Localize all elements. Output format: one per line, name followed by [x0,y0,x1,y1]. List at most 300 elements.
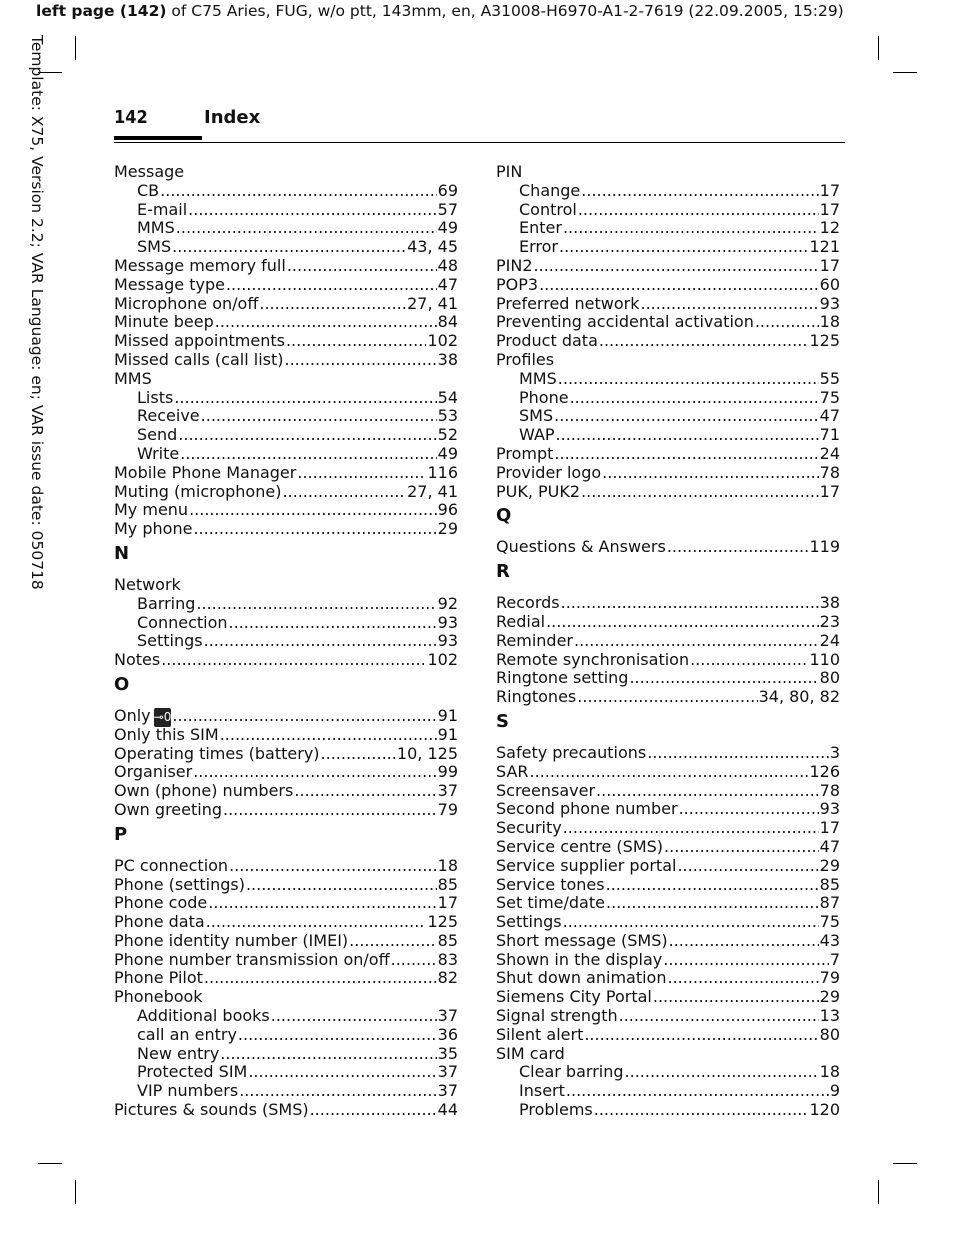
index-entry [114,651,458,670]
index-entry [496,1026,840,1045]
index-entry [114,857,458,876]
leader-dots [180,445,436,464]
leader-dots [246,876,437,895]
entry-page: 34, 80, 82 [758,687,840,707]
leader-dots [563,913,819,932]
entry-page: 78 [819,780,840,800]
crop-mark [878,36,879,60]
entry-label: Service tones [496,874,605,894]
entry-label: Phone identity number (IMEI) [114,930,349,950]
leader-dots [193,763,436,782]
entry-page: 36 [437,1024,458,1044]
entry-label: Reminder [496,630,573,650]
entry-page: 80 [819,1024,840,1044]
entry-page: 85 [819,874,840,894]
page-number-rule [114,136,202,140]
leader-dots [204,969,437,988]
entry-page: 47 [437,274,458,294]
leader-dots [669,932,819,951]
entry-page: 87 [819,893,840,913]
entry-page: 125 [809,331,840,351]
entry-page: 60 [819,274,840,294]
entry-label: Message memory full [114,255,286,275]
index-entry [496,1045,840,1064]
index-subentry [496,1063,840,1082]
entry-label: SAR [496,761,529,781]
entry-page: 102 [427,650,458,670]
entry-label: Enter [519,218,562,238]
entry-label: Mobile Phone Manager [114,462,297,482]
leader-dots [570,389,819,408]
entry-label: Organiser [114,762,193,782]
entry-page: 91 [437,705,458,725]
entry-page: 82 [437,968,458,988]
leader-dots [239,1082,436,1101]
entry-page: 91 [437,724,458,744]
leader-dots [248,1063,436,1082]
section-letter: Q [496,505,512,527]
leader-dots [349,932,436,951]
leader-dots [563,819,819,838]
entry-label: Phone (settings) [114,874,245,894]
entry-label: Missed calls (call list) [114,349,284,369]
leader-dots [223,801,437,820]
leader-dots [188,201,436,220]
leader-dots [238,1026,437,1045]
leader-dots [625,1063,819,1082]
index-entry [496,632,840,651]
index-entry [114,726,458,745]
entry-label: Siemens City Portal [496,987,652,1007]
index-entry [496,332,840,351]
index-column-left [114,163,458,1120]
entry-page: 54 [437,387,458,407]
index-subentry [496,219,840,238]
leader-dots [282,483,406,502]
leader-dots [287,257,437,276]
entry-page: 17 [819,818,840,838]
entry-label: Own (phone) numbers [114,781,294,801]
leader-dots [596,782,819,801]
leader-dots [229,857,437,876]
entry-label: Phonebook [114,987,203,1007]
entry-page: 17 [437,893,458,913]
index-subentry [114,238,458,257]
entry-page: 93 [819,293,840,313]
entry-label: Signal strength [496,1006,618,1026]
entry-label: Minute beep [114,312,214,332]
leader-dots [653,988,819,1007]
leader-dots [667,969,818,988]
entry-label: MMS [519,368,557,388]
leader-dots [554,407,819,426]
entry-page: 43 [819,930,840,950]
leader-dots [189,501,437,520]
entry-label: SMS [137,237,172,257]
leader-dots [577,688,757,707]
leader-dots [161,651,426,670]
entry-page: 37 [437,1081,458,1101]
entry-label: Redial [496,611,546,631]
index-entry [496,876,840,895]
index-subentry [114,426,458,445]
entry-page: 110 [809,649,840,669]
entry-page: 9 [829,1081,840,1101]
index-entry [114,988,458,1007]
entry-page: 53 [437,406,458,426]
entry-page: 79 [437,799,458,819]
index-subentry [114,389,458,408]
index-entry [114,782,458,801]
index-entry [496,951,840,970]
entry-label: Phone data [114,912,205,932]
entry-label: Error [519,237,558,257]
entry-label: Remote synchronisation [496,649,690,669]
leader-dots [297,464,426,483]
leader-dots [619,1007,819,1026]
entry-label: Phone number transmission on/off [114,949,390,969]
leader-dots [284,351,436,370]
leader-dots [581,483,819,502]
entry-page: 47 [819,406,840,426]
entry-page: 23 [819,611,840,631]
entry-label: Safety precautions [496,742,647,762]
entry-label: Muting (microphone) [114,481,282,501]
entry-label: Preferred network [496,293,640,313]
leader-dots [226,276,437,295]
entry-page: 17 [819,199,840,219]
leader-dots [193,520,436,539]
entry-page: 12 [819,218,840,238]
leader-dots [563,219,819,238]
entry-label: Send [137,425,178,445]
section-letter: P [114,823,128,845]
index-entry [114,745,458,764]
entry-label: Network [114,574,181,594]
entry-label: Microphone on/off [114,293,259,313]
index-entry [496,651,840,670]
index-subentry [114,1026,458,1045]
entry-page: 120 [809,1100,840,1120]
index-entry [496,538,840,557]
entry-page: 27, 41 [407,293,458,313]
leader-dots [667,538,809,557]
index-entry [114,257,458,276]
leader-dots [172,707,436,726]
leader-dots [556,426,819,445]
index-entry [114,1101,458,1120]
leader-dots [201,407,437,426]
entry-label: Receive [137,406,200,426]
entry-label: Service supplier portal [496,855,677,875]
index-entry [114,876,458,895]
leader-dots [321,745,396,764]
print-header [36,2,844,20]
entry-page: 78 [819,462,840,482]
entry-label: Only [114,705,151,725]
entry-label: Settings [137,631,203,651]
entry-label: Ringtone setting [496,668,629,688]
leader-dots [578,201,819,220]
leader-dots [286,332,427,351]
entry-label: Missed appointments [114,331,285,351]
entry-label: Ringtones [496,687,577,707]
entry-label: Problems [519,1100,593,1120]
entry-page: 17 [819,255,840,275]
entry-page: 93 [437,612,458,632]
index-subentry [496,238,840,257]
index-entry [496,688,840,707]
leader-dots [310,1101,437,1120]
index-entry [496,819,840,838]
index-entry [114,951,458,970]
entry-page: 85 [437,930,458,950]
leader-dots [271,1007,437,1026]
index-entry [496,445,840,464]
entry-label: Settings [496,912,562,932]
leader-dots [677,857,818,876]
entry-label: Message type [114,274,225,294]
leader-dots [755,313,819,332]
entry-label: E-mail [137,199,188,219]
index-entry [496,257,840,276]
entry-page: 37 [437,781,458,801]
entry-label: SMS [519,406,554,426]
entry-page: 125 [427,912,458,932]
index-entry [114,276,458,295]
entry-label: Phone [519,387,569,407]
index-entry [496,969,840,988]
entry-label: Insert [519,1081,565,1101]
entry-label: Only this SIM [114,724,219,744]
entry-page: 83 [437,949,458,969]
leader-dots [174,389,436,408]
entry-page: 80 [819,668,840,688]
index-entry [496,988,840,1007]
index-column-right [496,163,840,1120]
entry-label: SIM card [496,1043,565,1063]
index-entry [496,894,840,913]
entry-page: 93 [819,799,840,819]
index-entry [114,332,458,351]
entry-label: Connection [137,612,228,632]
index-entry [114,763,458,782]
entry-label: Own greeting [114,799,222,819]
crop-mark [75,1180,76,1204]
leader-dots [602,464,819,483]
entry-label: Change [519,180,581,200]
entry-page: 38 [819,593,840,613]
index-entry [114,351,458,370]
leader-dots [664,838,819,857]
index-subentry [114,1063,458,1082]
section-letter: N [114,542,130,564]
leader-dots [196,595,436,614]
index-entry [114,483,458,502]
index-subentry [496,407,840,426]
index-subentry [114,1045,458,1064]
entry-label: My phone [114,519,193,539]
entry-label: PC connection [114,855,229,875]
index-subentry [114,219,458,238]
leader-dots [561,594,819,613]
leader-dots [391,951,437,970]
index-entry [114,295,458,314]
leader-dots [160,182,436,201]
index-entry [496,782,840,801]
entry-page: 71 [819,425,840,445]
entry-page: 38 [437,349,458,369]
index-entry [496,669,840,688]
leader-dots [204,632,437,651]
entry-label: New entry [137,1043,220,1063]
entry-label: VIP numbers [137,1081,239,1101]
entry-page: 79 [819,968,840,988]
print-header-rest: of C75 Aries, FUG, w/o ptt, 143mm, en, A31008-H6970-A1-2-7619 (22.09.2005, 15:29) [166,2,844,20]
entry-page: 52 [437,425,458,445]
entry-label: MMS [137,218,175,238]
index-subentry [114,407,458,426]
index-subentry [114,595,458,614]
entry-page: 10, 125 [396,743,458,763]
leader-dots [208,894,436,913]
entry-page: 37 [437,1062,458,1082]
entry-page: 37 [437,1006,458,1026]
entry-label: Barring [137,593,196,613]
leader-dots [629,669,818,688]
index-subentry [114,1082,458,1101]
entry-page: 102 [427,331,458,351]
index-entry [114,501,458,520]
entry-label: Protected SIM [137,1062,248,1082]
entry-page: 29 [819,855,840,875]
index-entry [114,370,458,389]
index-entry [114,313,458,332]
leader-dots [206,913,427,932]
entry-page: 44 [437,1100,458,1120]
entry-label: Write [137,443,180,463]
leader-dots [641,295,819,314]
index-subentry [114,201,458,220]
index-subentry [496,389,840,408]
entry-label: Profiles [496,349,555,369]
entry-page: 84 [437,312,458,332]
entry-page: 17 [819,180,840,200]
entry-label: Message [114,162,185,181]
index-entry [496,163,840,182]
leader-dots [294,782,436,801]
entry-label: Pictures & sounds (SMS) [114,1100,309,1120]
entry-label: PIN2 [496,255,533,275]
entry-label: POP3 [496,274,539,294]
leader-dots [584,1026,818,1045]
entry-page: 48 [437,255,458,275]
entry-label: Short message (SMS) [496,930,668,950]
entry-page: 29 [437,519,458,539]
entry-page: 29 [819,987,840,1007]
entry-page: 49 [437,443,458,463]
entry-page: 27, 41 [407,481,458,501]
entry-label: Provider logo [496,462,602,482]
leader-dots [220,726,437,745]
crop-mark [893,72,917,73]
leader-dots [172,238,406,257]
entry-label: CB [137,180,160,200]
entry-page: 75 [819,387,840,407]
index-entry [496,763,840,782]
crop-mark [893,1163,917,1164]
leader-dots [594,1101,809,1120]
entry-label: Lists [137,387,174,407]
index-entry [114,932,458,951]
leader-dots [606,894,819,913]
entry-label: Set time/date [496,893,605,913]
entry-page: 99 [437,762,458,782]
index-entry [496,613,840,632]
entry-label: Records [496,593,560,613]
entry-page: 18 [437,855,458,875]
entry-page: 3 [829,742,840,762]
entry-label: Second phone number [496,799,678,819]
leader-dots [220,1045,436,1064]
index-entry [496,913,840,932]
entry-page: 126 [809,761,840,781]
index-entry [496,932,840,951]
entry-page: 119 [809,537,840,557]
leader-dots [647,744,829,763]
keylock-icon: ⊸0 [154,708,172,727]
index-subentry [496,1101,840,1120]
entry-page: 18 [819,1062,840,1082]
leader-dots [566,1082,829,1101]
index-entry [496,313,840,332]
entry-page: 57 [437,199,458,219]
index-subentry [496,1082,840,1101]
index-subentry [496,426,840,445]
entry-page: 47 [819,836,840,856]
entry-label: Service centre (SMS) [496,836,664,856]
leader-dots [559,238,808,257]
leader-dots [259,295,406,314]
index-subentry [496,182,840,201]
section-letter: R [496,561,510,583]
entry-label: WAP [519,425,555,445]
index-entry [496,1007,840,1026]
leader-dots [530,763,809,782]
index-entry [114,913,458,932]
entry-label: Preventing accidental activation [496,312,754,332]
entry-page: 7 [829,949,840,969]
entry-label: Phone code [114,893,208,913]
leader-dots [679,800,819,819]
leader-dots [574,632,819,651]
entry-page: 93 [437,631,458,651]
entry-label: PIN [496,162,523,181]
entry-page: 49 [437,218,458,238]
entry-label: Prompt [496,443,554,463]
entry-page: 121 [809,237,840,257]
entry-label: Shut down animation [496,968,667,988]
index-entry [496,483,840,502]
template-info: Template: X75, Version 2.2; VAR Language: en; VAR issue date: 050718 [28,35,46,590]
entry-page: 13 [819,1006,840,1026]
entry-label: PUK, PUK2 [496,481,581,501]
index-entry [114,969,458,988]
index-subentry [114,182,458,201]
entry-page: 18 [819,312,840,332]
entry-page: 17 [819,481,840,501]
entry-page: 75 [819,912,840,932]
